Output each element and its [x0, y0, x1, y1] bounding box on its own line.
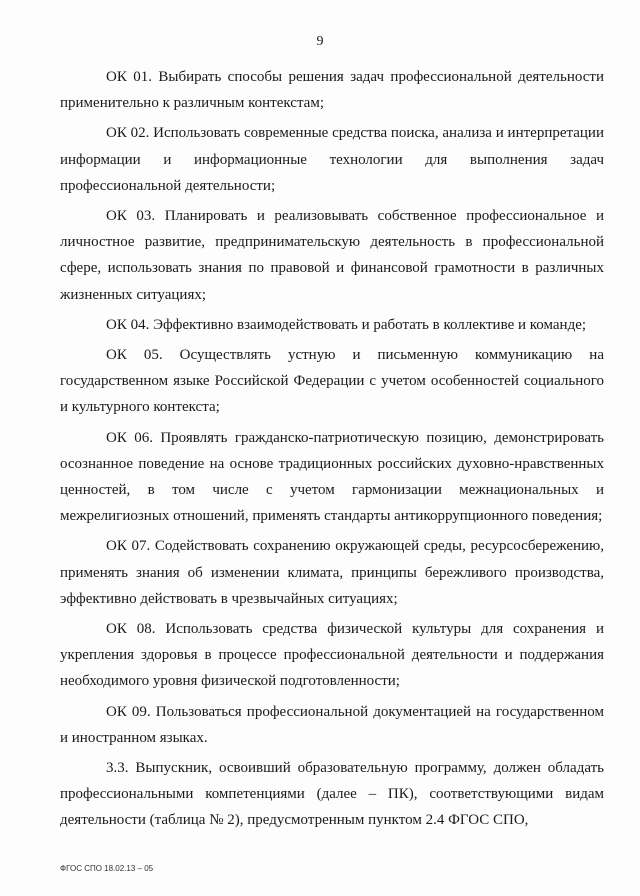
paragraph-3-3: 3.3. Выпускник, освоивший образовательную программу, должен обладать профессиональными компетенциями (далее – ПК), соответствующими видам деятельности (таблица № 2), предусмотренным пунктом 2.4 ФГОС СПО,	[60, 760, 604, 829]
document-body	[60, 64, 604, 838]
paragraph-ok-09: ОК 09. Пользоваться профессиональной документацией на государственном и иностранном языках.	[60, 703, 604, 746]
paragraph-ok-07: ОК 07. Содействовать сохранению окружающей среды, ресурсосбережению, применять знания об изменении климата, принципы бережливого производства, эффективно действовать в чрезвычайных ситуациях;	[60, 538, 604, 607]
paragraph-ok-08: ОК 08. Использовать средства физической культуры для сохранения и укрепления здоровья в процессе профессиональной деятельности и поддержания необходимого уровня физической подготовленности;	[60, 621, 604, 690]
paragraph-ok-02: ОК 02. Использовать современные средства поиска, анализа и интерпретации информации и информационные технологии для выполнения задач профессиональной деятельности;	[60, 125, 604, 194]
paragraph-ok-01: ОК 01. Выбирать способы решения задач профессиональной деятельности применительно к различным контекстам;	[60, 69, 604, 112]
page-number: 9	[316, 34, 324, 49]
paragraph-ok-05: ОК 05. Осуществлять устную и письменную коммуникацию на государственном языке Российской Федерации с учетом особенностей социального и культурного контекста;	[60, 347, 604, 416]
paragraph-ok-06: ОК 06. Проявлять гражданско-патриотическую позицию, демонстрировать осознанное поведение на основе традиционных российских духовно-нравственных ценностей, в том числе с учетом гармонизации межнациональных и межрелигиозных отношений, применять стандарты антикоррупционного поведения;	[60, 429, 604, 525]
footer-code: ФГОС СПО 18.02.13 – 05	[60, 864, 154, 873]
paragraph-ok-03: ОК 03. Планировать и реализовывать собственное профессиональное и личностное развитие, предпринимательскую деятельность в профессиональной сфере, использовать знания по правовой и финансовой грамотности в различных жизненных ситуациях;	[60, 208, 604, 303]
paragraph-ok-04: ОК 04. Эффективно взаимодействовать и работать в коллективе и команде;	[106, 316, 587, 333]
